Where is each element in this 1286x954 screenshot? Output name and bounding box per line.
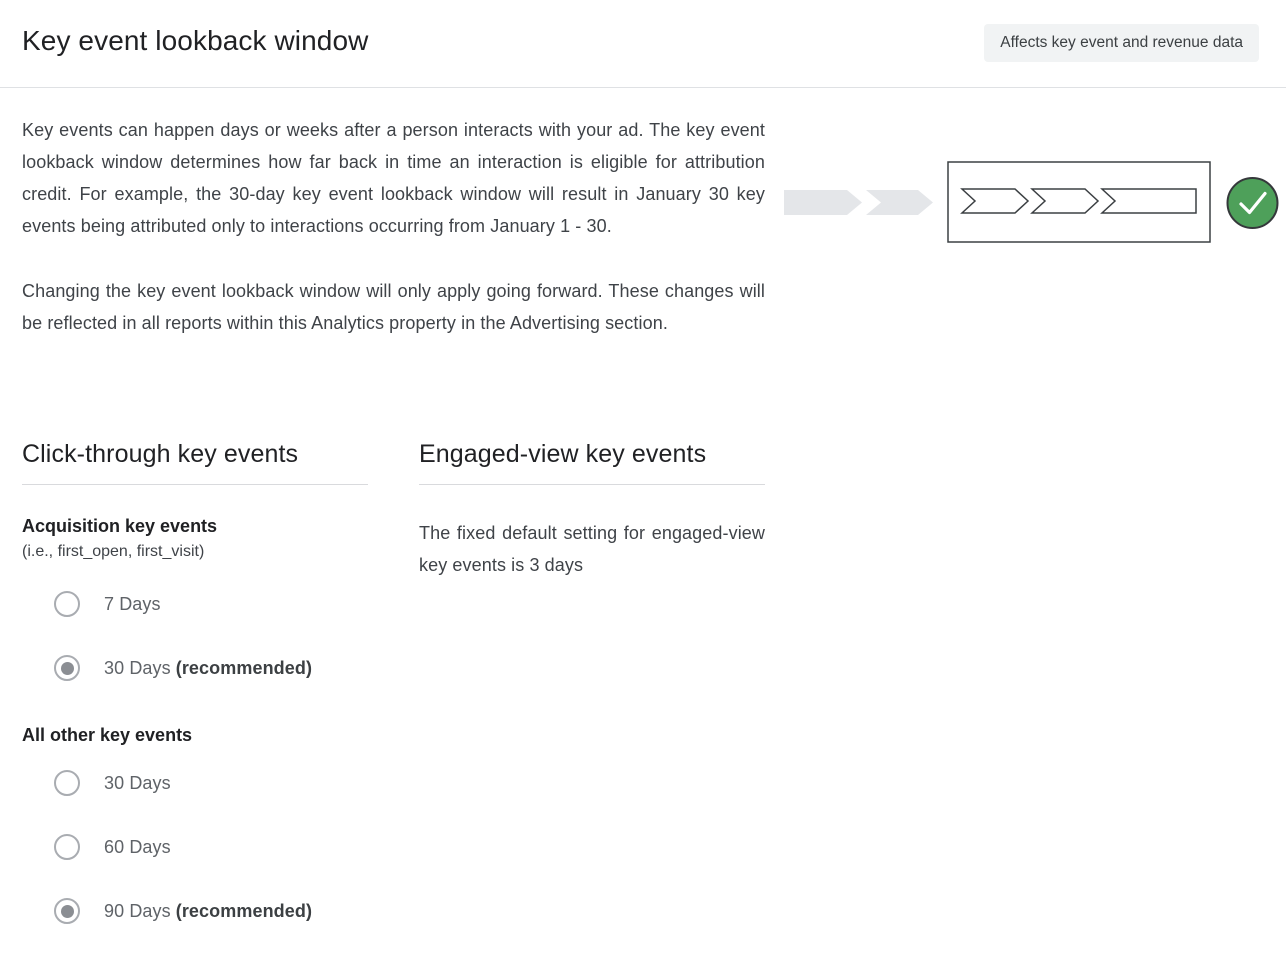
radio-label — [104, 837, 171, 858]
all-other-radio-group — [22, 751, 368, 943]
acquisition-radio-group — [22, 572, 368, 700]
radio-all-other-30-days[interactable] — [22, 751, 368, 815]
acquisition-subheading: (i.e., first_open, first_visit) — [22, 543, 205, 560]
gray-arrow-2 — [866, 190, 933, 215]
radio-acquisition-7-days[interactable] — [22, 572, 368, 636]
intro-section — [22, 114, 765, 339]
click-through-divider — [22, 484, 368, 485]
all-other-heading: All other key events — [22, 725, 193, 745]
radio-acquisition-30-days[interactable] — [22, 636, 368, 700]
window-chevron-3 — [1102, 189, 1196, 213]
radio-label — [104, 773, 171, 794]
radio-all-other-90-days[interactable] — [22, 879, 368, 943]
radio-button-icon[interactable] — [54, 591, 80, 617]
check-circle — [1228, 178, 1278, 228]
engaged-view-heading: Engaged-view key events — [419, 440, 707, 468]
recommended-label: (recommended) — [175, 657, 313, 678]
intro-paragraph-2: Changing the key event lookback window will only apply going forward. These changes will be reflected in all reports within this Analytics property in the Advertising section. — [22, 281, 765, 333]
radio-label-text: 90 Days — [104, 900, 171, 921]
radio-button-icon[interactable] — [54, 655, 80, 681]
radio-label-text: 30 Days — [104, 657, 171, 678]
click-through-column — [22, 438, 368, 943]
radio-dot — [61, 598, 74, 611]
radio-label — [104, 594, 161, 615]
settings-columns — [22, 438, 766, 943]
intro-paragraph-1: Key events can happen days or weeks after a person interacts with your ad. The key event lookback window determines how far back in time an interaction is eligible for attribution credit. For example, the 30-day key event lookback window will result in January 30 key events being attributed only to interactions occurring from January 1 - 30. — [22, 120, 765, 236]
affects-data-badge: Affects key event and revenue data — [984, 24, 1259, 62]
radio-label-text: 60 Days — [104, 836, 171, 857]
engaged-view-body: The fixed default setting for engaged-view key events is 3 days — [419, 523, 765, 575]
click-through-heading: Click-through key events — [22, 440, 299, 468]
engaged-view-divider — [419, 484, 765, 485]
radio-all-other-60-days[interactable] — [22, 815, 368, 879]
radio-dot — [61, 841, 74, 854]
radio-dot — [61, 777, 74, 790]
radio-label-text: 30 Days — [104, 772, 171, 793]
radio-button-icon[interactable] — [54, 898, 80, 924]
page-title: Key event lookback window — [22, 25, 369, 56]
acquisition-heading: Acquisition key events — [22, 516, 218, 536]
recommended-label: (recommended) — [175, 900, 313, 921]
radio-button-icon[interactable] — [54, 770, 80, 796]
page-header — [0, 0, 1286, 88]
gray-arrow-1 — [784, 190, 862, 215]
radio-dot — [61, 905, 74, 918]
lookback-diagram-svg — [784, 158, 1284, 250]
radio-label-text: 7 Days — [104, 593, 161, 614]
radio-dot — [61, 662, 74, 675]
radio-label — [104, 658, 312, 679]
radio-button-icon[interactable] — [54, 834, 80, 860]
lookback-window-illustration — [784, 158, 1284, 250]
engaged-view-column — [419, 438, 765, 943]
radio-label — [104, 901, 312, 922]
